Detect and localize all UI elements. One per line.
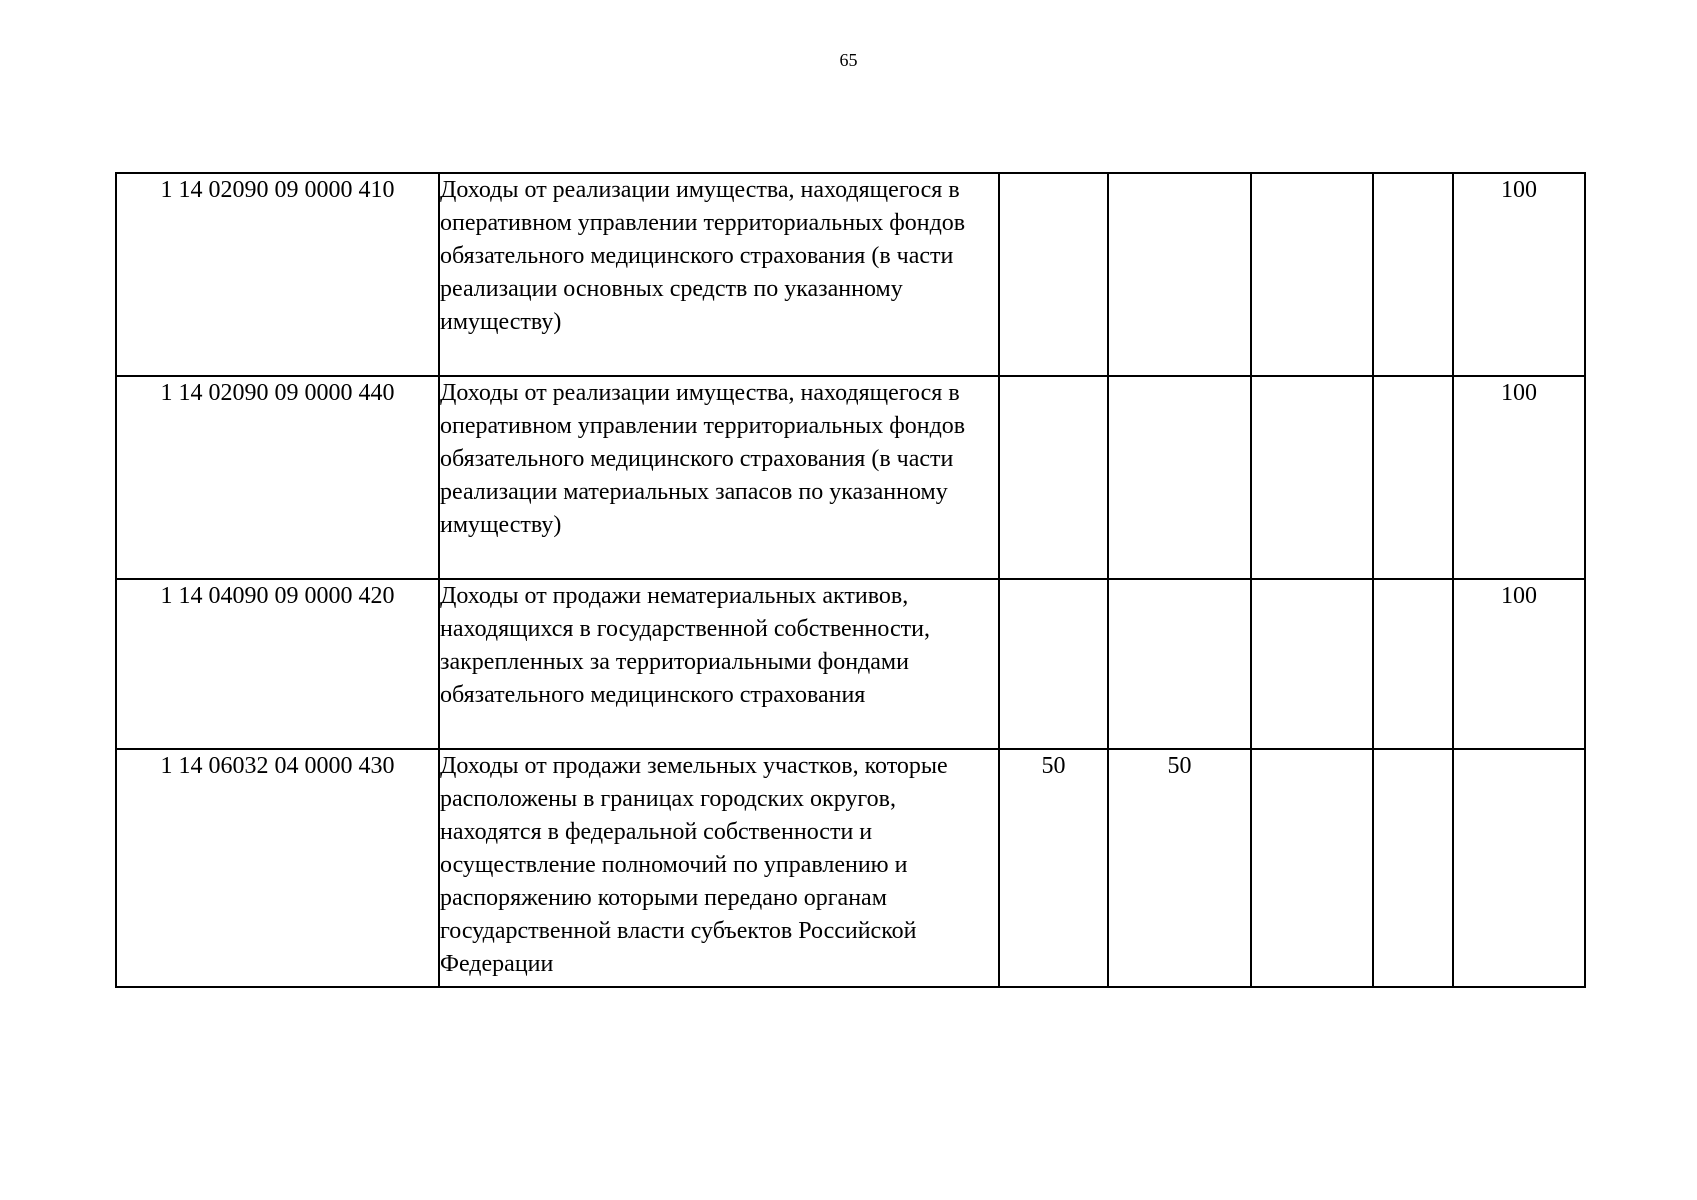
description-cell: Доходы от продажи нематериальных активов, находящихся в государственной собственности, закрепленных за территориальными фондами обязательного медицинского страхования (439, 579, 999, 749)
description-cell: Доходы от реализации имущества, находящегося в оперативном управлении территориальных фондов обязательного медицинского страхования (в части реализации материальных запасов по указанному имуществу) (439, 376, 999, 579)
value-cell (1373, 376, 1453, 579)
value-cell: 100 (1453, 376, 1585, 579)
value-cell (1373, 579, 1453, 749)
budget-code-cell: 1 14 02090 09 0000 410 (116, 173, 439, 376)
value-cell (999, 173, 1108, 376)
budget-code-cell: 1 14 02090 09 0000 440 (116, 376, 439, 579)
value-cell (1453, 749, 1585, 987)
value-cell (1373, 749, 1453, 987)
budget-code-cell: 1 14 06032 04 0000 430 (116, 749, 439, 987)
value-cell: 50 (1108, 749, 1251, 987)
value-cell (1373, 173, 1453, 376)
value-cell: 50 (999, 749, 1108, 987)
page-number: 65 (839, 50, 858, 70)
value-cell (999, 376, 1108, 579)
table-row (116, 749, 1585, 987)
table-row (116, 376, 1585, 579)
value-cell (1251, 173, 1373, 376)
value-cell: 100 (1453, 173, 1585, 376)
value-cell (1251, 579, 1373, 749)
description-cell: Доходы от продажи земельных участков, которые расположены в границах городских округов, находятся в федеральной собственности и осуществление полномочий по управлению и распоряжению которыми передано органам государственной власти субъектов Российской Федерации (439, 749, 999, 987)
value-cell: 100 (1453, 579, 1585, 749)
value-cell (1108, 579, 1251, 749)
value-cell (1108, 376, 1251, 579)
table-row (116, 173, 1585, 376)
description-cell: Доходы от реализации имущества, находящегося в оперативном управлении территориальных фондов обязательного медицинского страхования (в части реализации основных средств по указанному имуществу) (439, 173, 999, 376)
value-cell (1251, 749, 1373, 987)
value-cell (999, 579, 1108, 749)
value-cell (1108, 173, 1251, 376)
table-row (116, 579, 1585, 749)
revenue-table (115, 172, 1586, 988)
budget-code-cell: 1 14 04090 09 0000 420 (116, 579, 439, 749)
value-cell (1251, 376, 1373, 579)
